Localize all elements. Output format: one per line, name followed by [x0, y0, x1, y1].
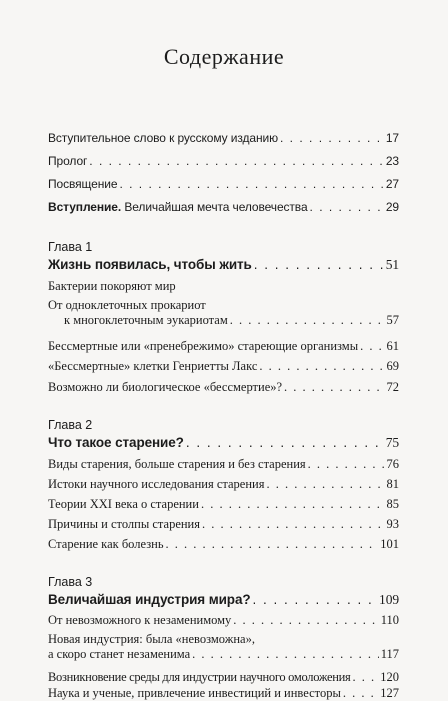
toc-entry-prologue: Пролог . . . 23 [48, 154, 399, 169]
toc-entry-foreword: Вступительное слово к русскому изданию . . . 17 [48, 131, 399, 146]
toc-entry-introduction: Вступление. Величайшая мечта человечества . . . 29 [48, 200, 399, 215]
toc-item: Возможно ли биологическое «бессмертие»? . . . 72 [48, 380, 399, 395]
toc-item: От одноклеточных прокариот к многоклеточным эукариотам . . . 57 [48, 298, 399, 328]
chapter-heading: Величайшая индустрия мира? . . . 109 [48, 592, 399, 607]
toc-item: Возникновение среды для индустрии научного омоложения . . . 120 [48, 670, 399, 685]
chapter-label: Глава 2 [48, 418, 93, 432]
toc-item: «Бессмертные» клетки Генриетты Лакс . . . 69 [48, 359, 399, 374]
toc-item: Новая индустрия: была «невозможна», а скоро станет незаменима . . . 117 [48, 632, 399, 662]
toc-item: Теории XXI века о старении . . . 85 [48, 497, 399, 512]
chapter-label: Глава 3 [48, 575, 93, 589]
toc-item: Виды старения, больше старения и без старения . . . 76 [48, 457, 399, 472]
chapter-heading: Что такое старение? . . . 75 [48, 435, 399, 450]
toc-item: Истоки научного исследования старения . . . 81 [48, 477, 399, 492]
toc-item: От невозможного к незаменимому . . . 110 [48, 613, 399, 628]
chapter-heading: Жизнь появилась, чтобы жить . . . 51 [48, 257, 399, 272]
toc-entry-dedication: Посвящение . . . 27 [48, 177, 399, 192]
toc-item: Наука и ученые, привлечение инвестиций и инвесторы . . . 127 [48, 686, 399, 701]
toc-item: Старение как болезнь . . . 101 [48, 537, 399, 552]
toc-item: Причины и столпы старения . . . 93 [48, 517, 399, 532]
page-title: Содержание [163, 44, 285, 69]
chapter-label: Глава 1 [48, 240, 93, 254]
toc-item: Бессмертные или «пренебрежимо» стареющие организмы . . . 61 [48, 339, 399, 354]
toc-item: Бактерии покоряют мир [48, 279, 176, 293]
